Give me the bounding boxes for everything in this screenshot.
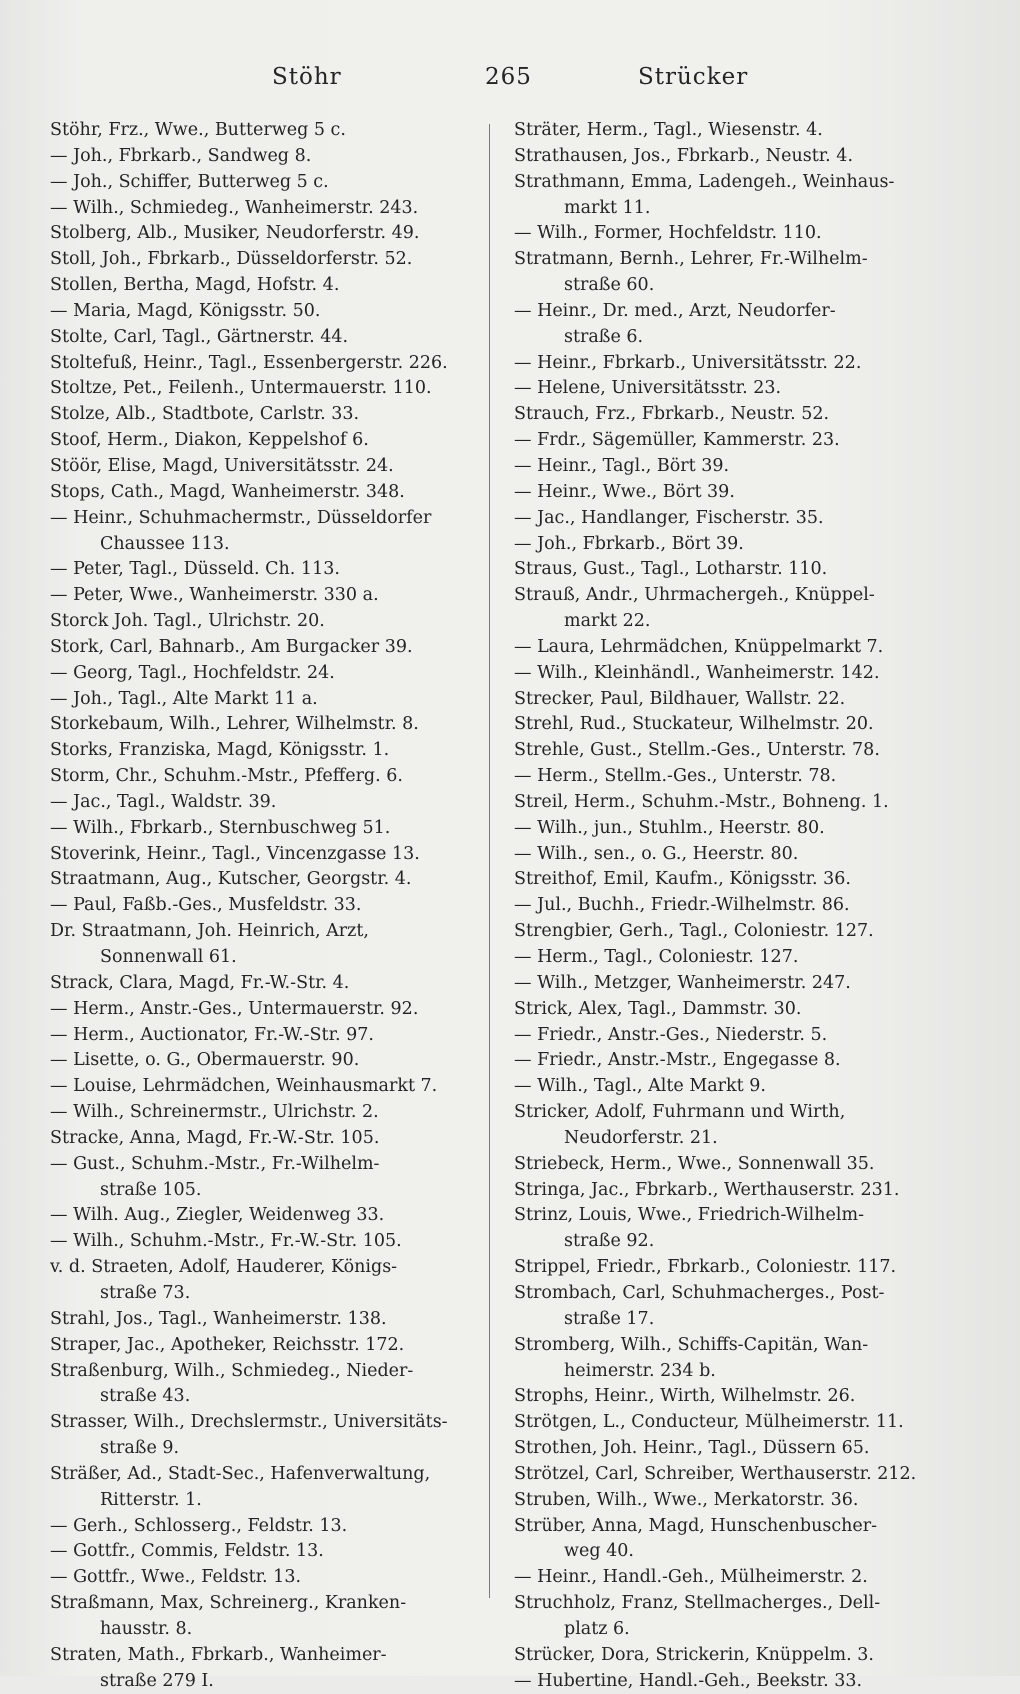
directory-entry: Streil, Herm., Schuhm.-Mstr., Bohneng. 1. — [514, 791, 889, 812]
directory-entry: Stromberg, Wilh., Schiffs-Capitän, Wan- — [514, 1334, 869, 1355]
directory-entry: Strombach, Carl, Schuhmacherges., Post- — [514, 1282, 885, 1303]
directory-entry: — Heinr., Tagl., Bört 39. — [514, 455, 730, 476]
directory-entry-continuation: straße 9. — [100, 1438, 180, 1459]
directory-entry-continuation: Chaussee 113. — [100, 533, 230, 554]
directory-entry: — Wilh., Kleinhändl., Wanheimerstr. 142. — [514, 662, 880, 683]
directory-entry-continuation: platz 6. — [564, 1618, 630, 1639]
directory-entry: v. d. Straeten, Adolf, Hauderer, Königs- — [50, 1257, 398, 1278]
directory-entry: Stöhr, Frz., Wwe., Butterweg 5 c. — [50, 120, 346, 140]
directory-entry: — Heinr., Wwe., Bört 39. — [514, 481, 735, 502]
directory-entry: — Laura, Lehrmädchen, Knüppelmarkt 7. — [514, 636, 884, 657]
directory-entry: — Friedr., Anstr.-Ges., Niederstr. 5. — [514, 1024, 828, 1045]
directory-entry: Strathmann, Emma, Ladengeh., Weinhaus- — [514, 171, 895, 192]
directory-entry: Stops, Cath., Magd, Wanheimerstr. 348. — [50, 481, 405, 502]
directory-entry: Straßmann, Max, Schreinerg., Kranken- — [50, 1593, 407, 1614]
directory-entry: — Herm., Stellm.-Ges., Unterstr. 78. — [514, 766, 837, 787]
directory-entry-continuation: Sonnenwall 61. — [100, 947, 237, 967]
page-number: 265 — [485, 64, 532, 90]
directory-entry: — Louise, Lehrmädchen, Weinhausmarkt 7. — [50, 1076, 438, 1097]
directory-entry: — Jul., Buchh., Friedr.-Wilhelmstr. 86. — [514, 895, 850, 916]
directory-entry: — Wilh., Tagl., Alte Markt 9. — [514, 1076, 766, 1097]
directory-entry: Strinz, Louis, Wwe., Friedrich-Wilhelm- — [514, 1205, 864, 1226]
directory-entry: Strehl, Rud., Stuckateur, Wilhelmstr. 20. — [514, 714, 874, 735]
directory-entry: Strötzel, Carl, Schreiber, Werthauserstr. 212. — [514, 1463, 917, 1484]
directory-entry: Strahl, Jos., Tagl., Wanheimerstr. 138. — [50, 1308, 387, 1329]
directory-entry: — Friedr., Anstr.-Mstr., Engegasse 8. — [514, 1050, 841, 1071]
directory-entry: — Heinr., Schuhmachermstr., Düsseldorfer — [50, 507, 432, 528]
directory-entry-continuation: straße 279 I. — [100, 1670, 214, 1691]
directory-entry: — Wilh., sen., o. G., Heerstr. 80. — [514, 843, 799, 864]
directory-entry-continuation: Ritterstr. 1. — [100, 1489, 202, 1510]
directory-entry: Dr. Straatmann, Joh. Heinrich, Arzt, — [50, 921, 369, 942]
directory-entry-continuation: markt 22. — [564, 611, 651, 632]
directory-entry: Struchholz, Franz, Stellmacherges., Dell- — [514, 1593, 881, 1614]
directory-entry: — Wilh. Aug., Ziegler, Weidenweg 33. — [50, 1205, 385, 1226]
directory-entry: — Joh., Tagl., Alte Markt 11 a. — [50, 688, 318, 709]
directory-entry-continuation: straße 17. — [564, 1308, 655, 1329]
directory-entry: — Maria, Magd, Königsstr. 50. — [50, 300, 321, 321]
directory-entry: Strack, Clara, Magd, Fr.-W.-Str. 4. — [50, 972, 350, 993]
directory-entry: — Gust., Schuhm.-Mstr., Fr.-Wilhelm- — [50, 1153, 380, 1174]
directory-entry-continuation: hausstr. 8. — [100, 1618, 193, 1639]
directory-entry: Stolze, Alb., Stadtbote, Carlstr. 33. — [50, 404, 360, 425]
directory-entry: Stoof, Herm., Diakon, Keppelshof 6. — [50, 430, 369, 451]
directory-entry: Straper, Jac., Apotheker, Reichsstr. 172. — [50, 1334, 405, 1355]
directory-entry: — Joh., Fbrkarb., Sandweg 8. — [50, 145, 312, 166]
directory-entry: — Peter, Tagl., Düsseld. Ch. 113. — [50, 559, 340, 580]
directory-entry: Strauch, Frz., Fbrkarb., Neustr. 52. — [514, 404, 830, 425]
directory-entry-continuation: weg 40. — [564, 1541, 634, 1562]
directory-entry: Strasser, Wilh., Drechslermstr., Universitäts- — [50, 1412, 448, 1433]
directory-entry: — Wilh., jun., Stuhlm., Heerstr. 80. — [514, 817, 825, 838]
directory-entry: — Helene, Universitätsstr. 23. — [514, 378, 782, 399]
directory-entry: — Jac., Handlanger, Fischerstr. 35. — [514, 507, 824, 528]
directory-entry: Strippel, Friedr., Fbrkarb., Coloniestr. 117. — [514, 1257, 897, 1278]
directory-entry-continuation: markt 11. — [564, 197, 651, 218]
directory-entry: Strecker, Paul, Bildhauer, Wallstr. 22. — [514, 688, 846, 709]
directory-entry-continuation: straße 43. — [100, 1386, 191, 1407]
directory-entry: — Peter, Wwe., Wanheimerstr. 330 a. — [50, 585, 379, 606]
directory-entry: — Heinr., Fbrkarb., Universitätsstr. 22. — [514, 352, 862, 373]
right-column — [514, 118, 984, 1694]
directory-entry: — Heinr., Dr. med., Arzt, Neudorfer- — [514, 300, 836, 321]
directory-entry: Storks, Franziska, Magd, Königsstr. 1. — [50, 740, 390, 761]
directory-entry: — Heinr., Handl.-Geh., Mülheimerstr. 2. — [514, 1567, 868, 1588]
directory-entry: — Wilh., Schreinermstr., Ulrichstr. 2. — [50, 1102, 379, 1123]
directory-entry: Strophs, Heinr., Wirth, Wilhelmstr. 26. — [514, 1386, 856, 1407]
directory-entry: Strücker, Dora, Strickerin, Knüppelm. 3. — [514, 1644, 874, 1665]
directory-entry: — Lisette, o. G., Obermauerstr. 90. — [50, 1050, 360, 1071]
directory-entry: Striebeck, Herm., Wwe., Sonnenwall 35. — [514, 1153, 875, 1174]
directory-entry: Straten, Math., Fbrkarb., Wanheimer- — [50, 1644, 387, 1665]
directory-entry: Stork, Carl, Bahnarb., Am Burgacker 39. — [50, 636, 413, 657]
directory-entry: — Gerh., Schlosserg., Feldstr. 13. — [50, 1515, 348, 1536]
directory-entry: Strick, Alex, Tagl., Dammstr. 30. — [514, 998, 802, 1019]
header-right-keyword: Strücker — [638, 64, 749, 90]
directory-entry-continuation: straße 6. — [564, 326, 644, 347]
header-left-keyword: Stöhr — [272, 64, 342, 90]
directory-entry: Straatmann, Aug., Kutscher, Georgstr. 4. — [50, 869, 412, 890]
directory-entry: — Joh., Fbrkarb., Bört 39. — [514, 533, 744, 554]
directory-entry: Stratmann, Bernh., Lehrer, Fr.-Wilhelm- — [514, 249, 868, 270]
directory-entry: Stolberg, Alb., Musiker, Neudorferstr. 49. — [50, 223, 420, 244]
directory-entry: Stoverink, Heinr., Tagl., Vincenzgasse 13. — [50, 843, 420, 864]
directory-entry: — Wilh., Former, Hochfeldstr. 110. — [514, 223, 822, 244]
directory-entry: Strengbier, Gerh., Tagl., Coloniestr. 127. — [514, 921, 874, 942]
directory-entry-continuation: straße 105. — [100, 1179, 202, 1200]
directory-entry: — Paul, Faßb.-Ges., Musfeldstr. 33. — [50, 895, 362, 916]
directory-entry: Straus, Gust., Tagl., Lotharstr. 110. — [514, 559, 828, 580]
directory-entry: — Gottfr., Wwe., Feldstr. 13. — [50, 1567, 302, 1588]
directory-entry: Strothen, Joh. Heinr., Tagl., Düssern 65. — [514, 1438, 870, 1459]
directory-entry: — Herm., Anstr.-Ges., Untermauerstr. 92. — [50, 998, 419, 1019]
directory-entry: Storm, Chr., Schuhm.-Mstr., Pfefferg. 6. — [50, 766, 403, 787]
directory-entry: Stoltze, Pet., Feilenh., Untermauerstr. 110. — [50, 378, 432, 399]
directory-entry: Storck Joh. Tagl., Ulrichstr. 20. — [50, 611, 325, 632]
directory-entry: — Frdr., Sägemüller, Kammerstr. 23. — [514, 430, 840, 451]
directory-entry: Stricker, Adolf, Fuhrmann und Wirth, — [514, 1102, 846, 1123]
directory-entry-continuation: Neudorferstr. 21. — [564, 1127, 718, 1148]
directory-entry: Strehle, Gust., Stellm.-Ges., Unterstr. 78. — [514, 740, 880, 761]
directory-entry: — Wilh., Schmiedeg., Wanheimerstr. 243. — [50, 197, 419, 218]
column-divider — [489, 124, 490, 1598]
directory-entry: Stracke, Anna, Magd, Fr.-W.-Str. 105. — [50, 1127, 380, 1148]
directory-entry: Stoll, Joh., Fbrkarb., Düsseldorferstr. 52. — [50, 249, 413, 270]
directory-entry: Stollen, Bertha, Magd, Hofstr. 4. — [50, 275, 340, 296]
directory-entry: — Jac., Tagl., Waldstr. 39. — [50, 791, 277, 812]
directory-entry: Stolte, Carl, Tagl., Gärtnerstr. 44. — [50, 326, 349, 347]
directory-entry: Stöör, Elise, Magd, Universitätsstr. 24. — [50, 455, 394, 476]
directory-entry: — Herm., Auctionator, Fr.-W.-Str. 97. — [50, 1024, 374, 1045]
directory-entry: — Hubertine, Handl.-Geh., Beekstr. 33. — [514, 1670, 863, 1691]
directory-entry: Stringa, Jac., Fbrkarb., Werthauserstr. 231. — [514, 1179, 900, 1200]
left-column — [50, 118, 490, 1694]
directory-entry: Sträßer, Ad., Stadt-Sec., Hafenverwaltung, — [50, 1463, 431, 1484]
directory-entry: Strathausen, Jos., Fbrkarb., Neustr. 4. — [514, 145, 854, 166]
directory-entry: — Herm., Tagl., Coloniestr. 127. — [514, 947, 799, 967]
directory-entry: — Joh., Schiffer, Butterweg 5 c. — [50, 171, 329, 192]
directory-entry: Struben, Wilh., Wwe., Merkatorstr. 36. — [514, 1489, 859, 1510]
directory-entry: Strötgen, L., Conducteur, Mülheimerstr. 11. — [514, 1412, 904, 1433]
directory-entry: — Georg, Tagl., Hochfeldstr. 24. — [50, 662, 335, 683]
directory-entry: Streithof, Emil, Kaufm., Königsstr. 36. — [514, 869, 851, 890]
directory-entry: Sträter, Herm., Tagl., Wiesenstr. 4. — [514, 120, 823, 140]
directory-entry: Strauß, Andr., Uhrmachergeh., Knüppel- — [514, 585, 875, 606]
directory-entry: Straßenburg, Wilh., Schmiedeg., Nieder- — [50, 1360, 414, 1381]
directory-entry: — Wilh., Schuhm.-Mstr., Fr.-W.-Str. 105. — [50, 1231, 402, 1252]
directory-entry: Stoltefuß, Heinr., Tagl., Essenbergerstr. 226. — [50, 352, 448, 373]
directory-entry: Strüber, Anna, Magd, Hunschenbuscher- — [514, 1515, 878, 1536]
directory-entry: — Gottfr., Commis, Feldstr. 13. — [50, 1541, 324, 1562]
directory-entry-continuation: straße 60. — [564, 275, 655, 296]
directory-entry-continuation: straße 92. — [564, 1231, 655, 1252]
directory-entry-continuation: heimerstr. 234 b. — [564, 1360, 716, 1381]
directory-entry-continuation: straße 73. — [100, 1282, 191, 1303]
directory-entry: — Wilh., Fbrkarb., Sternbuschweg 51. — [50, 817, 391, 838]
directory-entry: — Wilh., Metzger, Wanheimerstr. 247. — [514, 972, 851, 993]
directory-entry: Storkebaum, Wilh., Lehrer, Wilhelmstr. 8. — [50, 714, 419, 735]
